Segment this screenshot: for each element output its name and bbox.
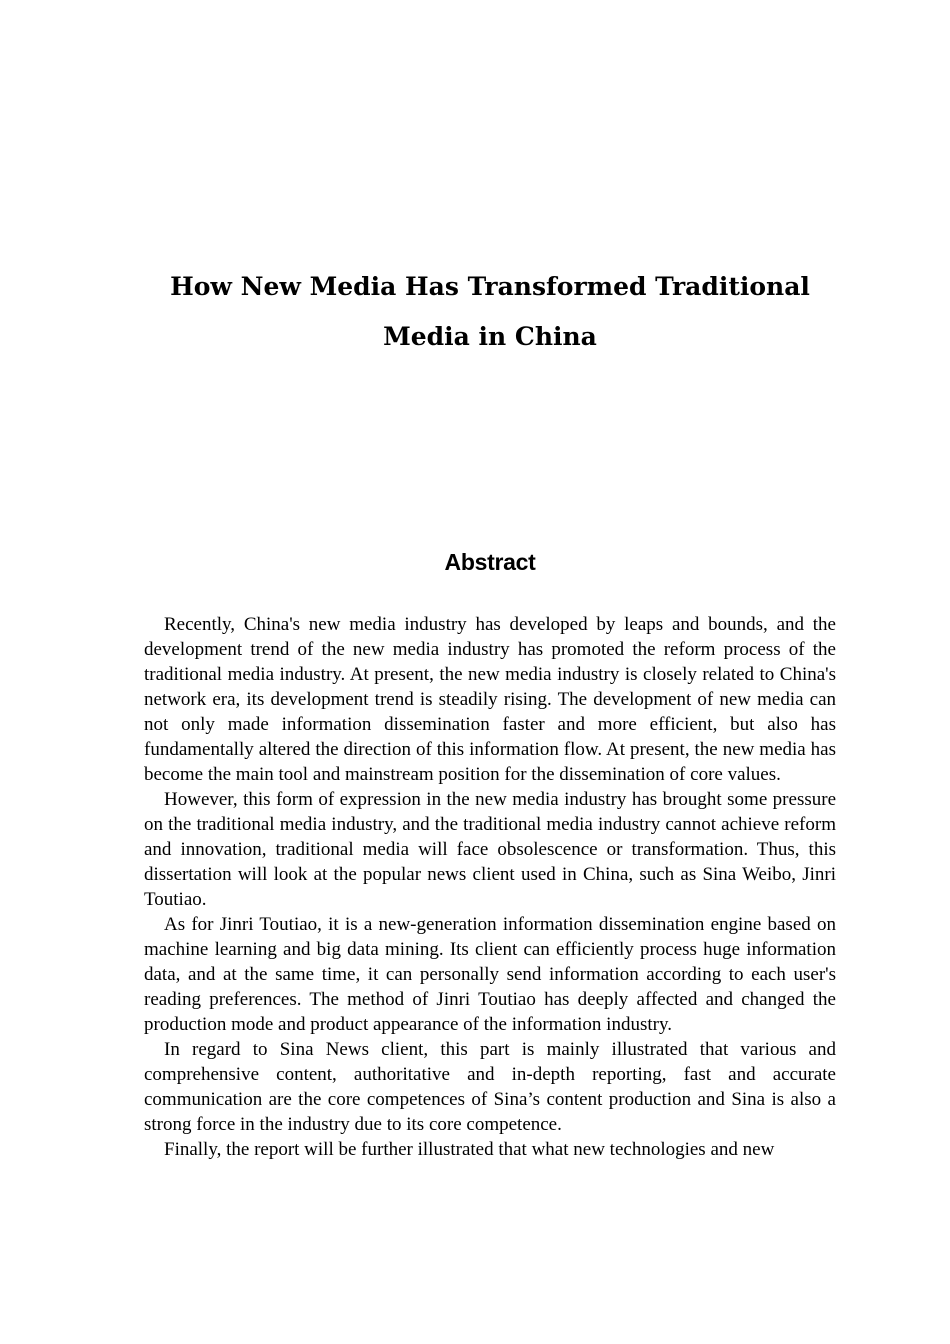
abstract-paragraph: However, this form of expression in the new media industry has brought some pressure on the traditional media industry, and the traditional media industry cannot achieve reform and innovation, traditional media will face obsolescence or transformation. Thus, this dissertation will look at the popular news client used in China, such as Sina Weibo, Jinri Toutiao. xyxy=(144,789,836,910)
abstract-paragraph: As for Jinri Toutiao, it is a new-generation information dissemination engine based on machine learning and big data mining. Its client can efficiently process huge information data, and at the same time, it can personally send information according to each user's reading preferences. The method of Jinri Toutiao has deeply affected and changed the production mode and product appearance of the information industry. xyxy=(144,914,836,1035)
abstract-paragraph: Recently, China's new media industry has developed by leaps and bounds, and the development trend of the new media industry has promoted the reform process of the traditional media industry. At present, the new media industry is closely related to China's network era, its development trend is steadily rising. The development of new media can not only made information dissemination faster and more efficient, but also has fundamentally altered the direction of this information flow. At present, the new media has become the main tool and mainstream position for the dissemination of core values. xyxy=(144,614,836,785)
abstract-paragraph: In regard to Sina News client, this part is mainly illustrated that various and comprehensive content, authoritative and in-depth reporting, fast and accurate communication are the core competences of Sina’s content production and Sina is also a strong force in the industry due to its core competence. xyxy=(144,1039,836,1135)
abstract-paragraph: Finally, the report will be further illustrated that what new technologies and new xyxy=(164,1139,775,1160)
abstract-heading: Abstract xyxy=(444,549,536,575)
document-title: How New Media Has Transformed Traditional Media in China xyxy=(170,272,810,351)
abstract-body xyxy=(144,612,836,1162)
